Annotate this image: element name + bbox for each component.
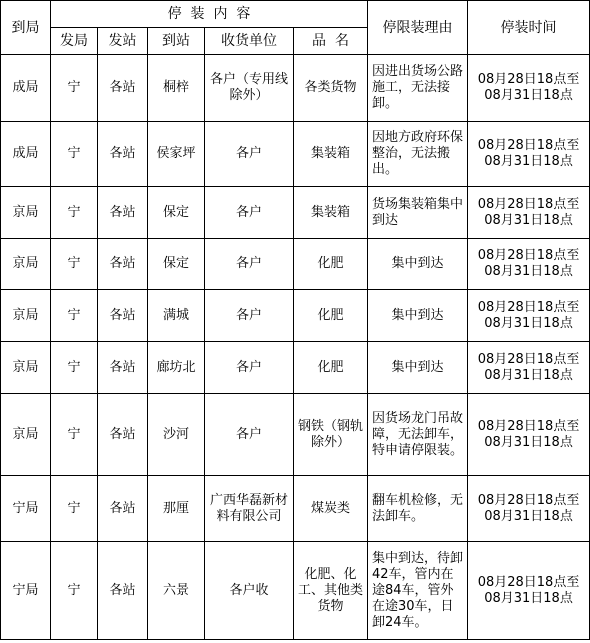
cell-to-bureau: 成局: [1, 122, 51, 187]
header-time: 停装时间: [468, 1, 590, 55]
cell-from-station: 各站: [98, 55, 148, 122]
cell-from-station: 各站: [98, 290, 148, 342]
cell-goods: 集装箱: [294, 122, 368, 187]
cell-from-bureau: 宁: [51, 476, 98, 542]
cell-from-station: 各站: [98, 394, 148, 476]
cell-goods: 化肥、化工、其他类货物: [294, 542, 368, 640]
cell-time: 08月28日18点至08月31日18点: [468, 55, 590, 122]
cell-consignee: 各户收: [205, 542, 294, 640]
cell-from-station: 各站: [98, 342, 148, 394]
cell-to-station: 桐梓: [148, 55, 205, 122]
cell-consignee: 各户: [205, 290, 294, 342]
cell-to-station: 保定: [148, 187, 205, 239]
cell-reason: 货场集装箱集中到达: [368, 187, 468, 239]
cell-to-station: 侯家坪: [148, 122, 205, 187]
cell-from-station: 各站: [98, 187, 148, 239]
cell-to-station: 满城: [148, 290, 205, 342]
cell-time: 08月28日18点至08月31日18点: [468, 290, 590, 342]
cell-to-station: 廊坊北: [148, 342, 205, 394]
cell-time: 08月28日18点至08月31日18点: [468, 476, 590, 542]
cell-reason: 集中到达: [368, 290, 468, 342]
cell-consignee: 各户（专用线除外）: [205, 55, 294, 122]
cell-to-station: 沙河: [148, 394, 205, 476]
cell-consignee: 各户: [205, 239, 294, 290]
header-row-1: [1, 1, 590, 28]
cell-to-bureau: 京局: [1, 342, 51, 394]
cell-goods: 集装箱: [294, 187, 368, 239]
cell-from-bureau: 宁: [51, 542, 98, 640]
header-to-bureau: 到局: [1, 1, 51, 55]
cell-goods: 化肥: [294, 239, 368, 290]
cell-goods: 钢铁（钢轨除外）: [294, 394, 368, 476]
cell-to-station: 那厘: [148, 476, 205, 542]
cell-to-bureau: 成局: [1, 55, 51, 122]
table-row: [1, 394, 590, 476]
header-from-station: 发站: [98, 28, 148, 55]
cell-from-bureau: 宁: [51, 394, 98, 476]
header-goods: 品 名: [294, 28, 368, 55]
cell-consignee: 各户: [205, 394, 294, 476]
cell-to-bureau: 宁局: [1, 542, 51, 640]
table-row: [1, 476, 590, 542]
cell-to-station: 保定: [148, 239, 205, 290]
cell-time: 08月28日18点至08月31日18点: [468, 122, 590, 187]
header-consignee: 收货单位: [205, 28, 294, 55]
cell-from-station: 各站: [98, 542, 148, 640]
table-row: [1, 122, 590, 187]
table-row: [1, 342, 590, 394]
cell-from-bureau: 宁: [51, 122, 98, 187]
cell-from-bureau: 宁: [51, 187, 98, 239]
cell-reason: 因地方政府环保整治，无法搬出。: [368, 122, 468, 187]
cell-from-station: 各站: [98, 476, 148, 542]
header-suspend-content: 停 装 内 容: [51, 1, 368, 28]
table-row: [1, 290, 590, 342]
cell-reason: 因进出货场公路施工，无法接卸。: [368, 55, 468, 122]
cell-goods: 化肥: [294, 342, 368, 394]
cell-time: 08月28日18点至08月31日18点: [468, 542, 590, 640]
cell-reason: 因货场龙门吊故障，无法卸车，特申请停限装。: [368, 394, 468, 476]
cell-reason: 集中到达: [368, 239, 468, 290]
cell-reason: 集中到达，待卸42车，管内在途84车，管外在途30车，日卸24车。: [368, 542, 468, 640]
cell-from-bureau: 宁: [51, 55, 98, 122]
header-to-station: 到站: [148, 28, 205, 55]
cell-reason: 翻车机检修，无法卸车。: [368, 476, 468, 542]
cell-consignee: 广西华磊新材料有限公司: [205, 476, 294, 542]
header-from-bureau: 发局: [51, 28, 98, 55]
cell-consignee: 各户: [205, 342, 294, 394]
cell-goods: 煤炭类: [294, 476, 368, 542]
cell-time: 08月28日18点至08月31日18点: [468, 187, 590, 239]
cell-time: 08月28日18点至08月31日18点: [468, 342, 590, 394]
cell-time: 08月28日18点至08月31日18点: [468, 394, 590, 476]
cell-from-bureau: 宁: [51, 342, 98, 394]
cell-to-bureau: 京局: [1, 239, 51, 290]
table-row: [1, 55, 590, 122]
cell-consignee: 各户: [205, 187, 294, 239]
cell-to-bureau: 京局: [1, 394, 51, 476]
cell-to-bureau: 京局: [1, 187, 51, 239]
cell-to-station: 六景: [148, 542, 205, 640]
cell-consignee: 各户: [205, 122, 294, 187]
table-row: [1, 542, 590, 640]
cell-from-station: 各站: [98, 122, 148, 187]
cell-goods: 化肥: [294, 290, 368, 342]
table-row: [1, 239, 590, 290]
table-row: [1, 187, 590, 239]
cell-to-bureau: 宁局: [1, 476, 51, 542]
cell-from-bureau: 宁: [51, 290, 98, 342]
cell-time: 08月28日18点至08月31日18点: [468, 239, 590, 290]
cell-reason: 集中到达: [368, 342, 468, 394]
cell-from-station: 各站: [98, 239, 148, 290]
cell-from-bureau: 宁: [51, 239, 98, 290]
cell-goods: 各类货物: [294, 55, 368, 122]
cell-to-bureau: 京局: [1, 290, 51, 342]
header-reason: 停限装理由: [368, 1, 468, 55]
